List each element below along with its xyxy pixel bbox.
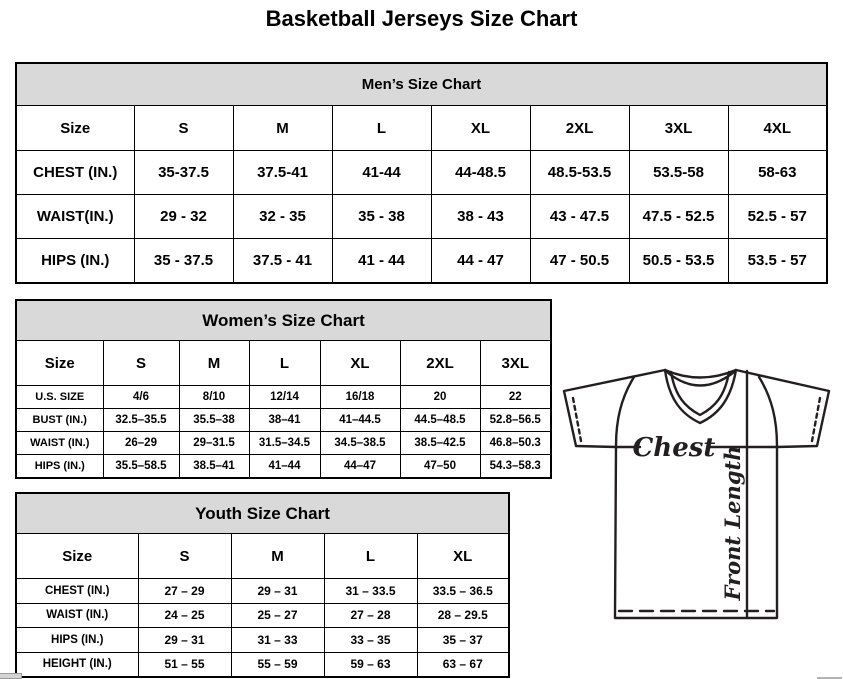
table-cell: 8/10 (179, 386, 249, 409)
chest-label: Chest (632, 433, 716, 463)
table-cell: 63 – 67 (417, 652, 509, 677)
table-cell: 28 – 29.5 (417, 603, 509, 628)
column-header: M (233, 106, 332, 151)
table-cell: 47.5 - 52.5 (629, 195, 728, 239)
front-length-label: Front Length (720, 445, 745, 601)
table-cell: 20 (400, 386, 480, 409)
column-header: Size (16, 106, 134, 151)
table-cell: 34.5–38.5 (320, 432, 400, 455)
table-cell: 16/18 (320, 386, 400, 409)
table-cell: 35 – 37 (417, 628, 509, 653)
table-cell: 35.5–58.5 (103, 455, 179, 479)
page-title: Basketball Jerseys Size Chart (265, 6, 578, 31)
table-row (16, 628, 509, 653)
row-label: WAIST (IN.) (16, 603, 138, 628)
row-label: CHEST (IN.) (16, 151, 134, 195)
table-cell: 37.5-41 (233, 151, 332, 195)
table-cell: 46.8–50.3 (480, 432, 551, 455)
table-cell: 4/6 (103, 386, 179, 409)
jersey-measurement-diagram (556, 356, 843, 628)
table-row (16, 151, 827, 195)
youth-size-chart-table (15, 492, 510, 678)
table-cell: 32 - 35 (233, 195, 332, 239)
table-cell: 41 - 44 (332, 239, 431, 284)
table-cell: 52.8–56.5 (480, 409, 551, 432)
row-label: CHEST (IN.) (16, 579, 138, 604)
column-header: XL (320, 341, 400, 386)
table-cell: 44–47 (320, 455, 400, 479)
table-cell: 29 – 31 (138, 628, 231, 653)
table-row (16, 386, 551, 409)
table-cell: 24 – 25 (138, 603, 231, 628)
table-cell: 29 – 31 (231, 579, 324, 604)
table-cell: 53.5-58 (629, 151, 728, 195)
table-cell: 44-48.5 (431, 151, 530, 195)
youth-header-row (16, 534, 509, 579)
table-cell: 25 – 27 (231, 603, 324, 628)
column-header: XL (417, 534, 509, 579)
mens-size-chart-table (15, 62, 828, 284)
table-cell: 44 - 47 (431, 239, 530, 284)
collar-arc-outer (665, 370, 736, 378)
column-header: L (249, 341, 320, 386)
table-row (16, 455, 551, 479)
table-cell: 35-37.5 (134, 151, 233, 195)
column-header: S (138, 534, 231, 579)
right-armhole-seam (759, 377, 777, 446)
womens-size-chart-table (15, 299, 552, 479)
row-label: BUST (IN.) (16, 409, 103, 432)
column-header: 3XL (480, 341, 551, 386)
table-cell: 50.5 - 53.5 (629, 239, 728, 284)
table-cell: 29–31.5 (179, 432, 249, 455)
table-cell: 38 - 43 (431, 195, 530, 239)
row-label: WAIST(IN.) (16, 195, 134, 239)
table-cell: 27 – 28 (324, 603, 417, 628)
table-row (16, 603, 509, 628)
youth-table-title: Youth Size Chart (16, 493, 509, 534)
column-header: M (179, 341, 249, 386)
table-cell: 41–44.5 (320, 409, 400, 432)
table-row (16, 409, 551, 432)
womens-header-row (16, 341, 551, 386)
table-cell: 26–29 (103, 432, 179, 455)
table-cell: 12/14 (249, 386, 320, 409)
column-header: M (231, 534, 324, 579)
table-cell: 33 – 35 (324, 628, 417, 653)
table-cell: 33.5 – 36.5 (417, 579, 509, 604)
table-cell: 31 – 33 (231, 628, 324, 653)
table-cell: 31 – 33.5 (324, 579, 417, 604)
column-header: Size (16, 341, 103, 386)
table-cell: 47–50 (400, 455, 480, 479)
table-cell: 32.5–35.5 (103, 409, 179, 432)
table-cell: 52.5 - 57 (728, 195, 827, 239)
table-cell: 51 – 55 (138, 652, 231, 677)
scrollbar-fragment-left[interactable] (0, 673, 22, 679)
table-cell: 41–44 (249, 455, 320, 479)
mens-table-title: Men’s Size Chart (16, 63, 827, 106)
table-cell: 53.5 - 57 (728, 239, 827, 284)
column-header: 3XL (629, 106, 728, 151)
table-cell: 35 - 38 (332, 195, 431, 239)
row-label: HEIGHT (IN.) (16, 652, 138, 677)
table-cell: 44.5–48.5 (400, 409, 480, 432)
column-header: 2XL (400, 341, 480, 386)
column-header: XL (431, 106, 530, 151)
table-cell: 54.3–58.3 (480, 455, 551, 479)
column-header: L (332, 106, 431, 151)
table-row (16, 432, 551, 455)
table-cell: 38.5–42.5 (400, 432, 480, 455)
table-cell: 31.5–34.5 (249, 432, 320, 455)
row-label: U.S. SIZE (16, 386, 103, 409)
table-cell: 29 - 32 (134, 195, 233, 239)
table-cell: 27 – 29 (138, 579, 231, 604)
table-cell: 55 – 59 (231, 652, 324, 677)
table-cell: 48.5-53.5 (530, 151, 629, 195)
column-header: Size (16, 534, 138, 579)
left-armhole-seam (616, 377, 634, 446)
table-row (16, 652, 509, 677)
column-header: S (103, 341, 179, 386)
row-label: HIPS (IN.) (16, 628, 138, 653)
table-cell: 38–41 (249, 409, 320, 432)
column-header: 4XL (728, 106, 827, 151)
table-cell: 59 – 63 (324, 652, 417, 677)
column-header: S (134, 106, 233, 151)
row-label: HIPS (IN.) (16, 239, 134, 284)
jersey-outline (564, 370, 829, 618)
mens-header-row (16, 106, 827, 151)
table-cell: 37.5 - 41 (233, 239, 332, 284)
table-cell: 43 - 47.5 (530, 195, 629, 239)
column-header: L (324, 534, 417, 579)
table-cell: 22 (480, 386, 551, 409)
table-row (16, 195, 827, 239)
table-cell: 35 - 37.5 (134, 239, 233, 284)
table-row (16, 239, 827, 284)
column-header: 2XL (530, 106, 629, 151)
table-cell: 41-44 (332, 151, 431, 195)
row-label: WAIST (IN.) (16, 432, 103, 455)
row-label: HIPS (IN.) (16, 455, 103, 479)
table-cell: 58-63 (728, 151, 827, 195)
table-row (16, 579, 509, 604)
womens-table-title: Women’s Size Chart (16, 300, 551, 341)
table-cell: 47 - 50.5 (530, 239, 629, 284)
table-cell: 35.5–38 (179, 409, 249, 432)
table-cell: 38.5–41 (179, 455, 249, 479)
